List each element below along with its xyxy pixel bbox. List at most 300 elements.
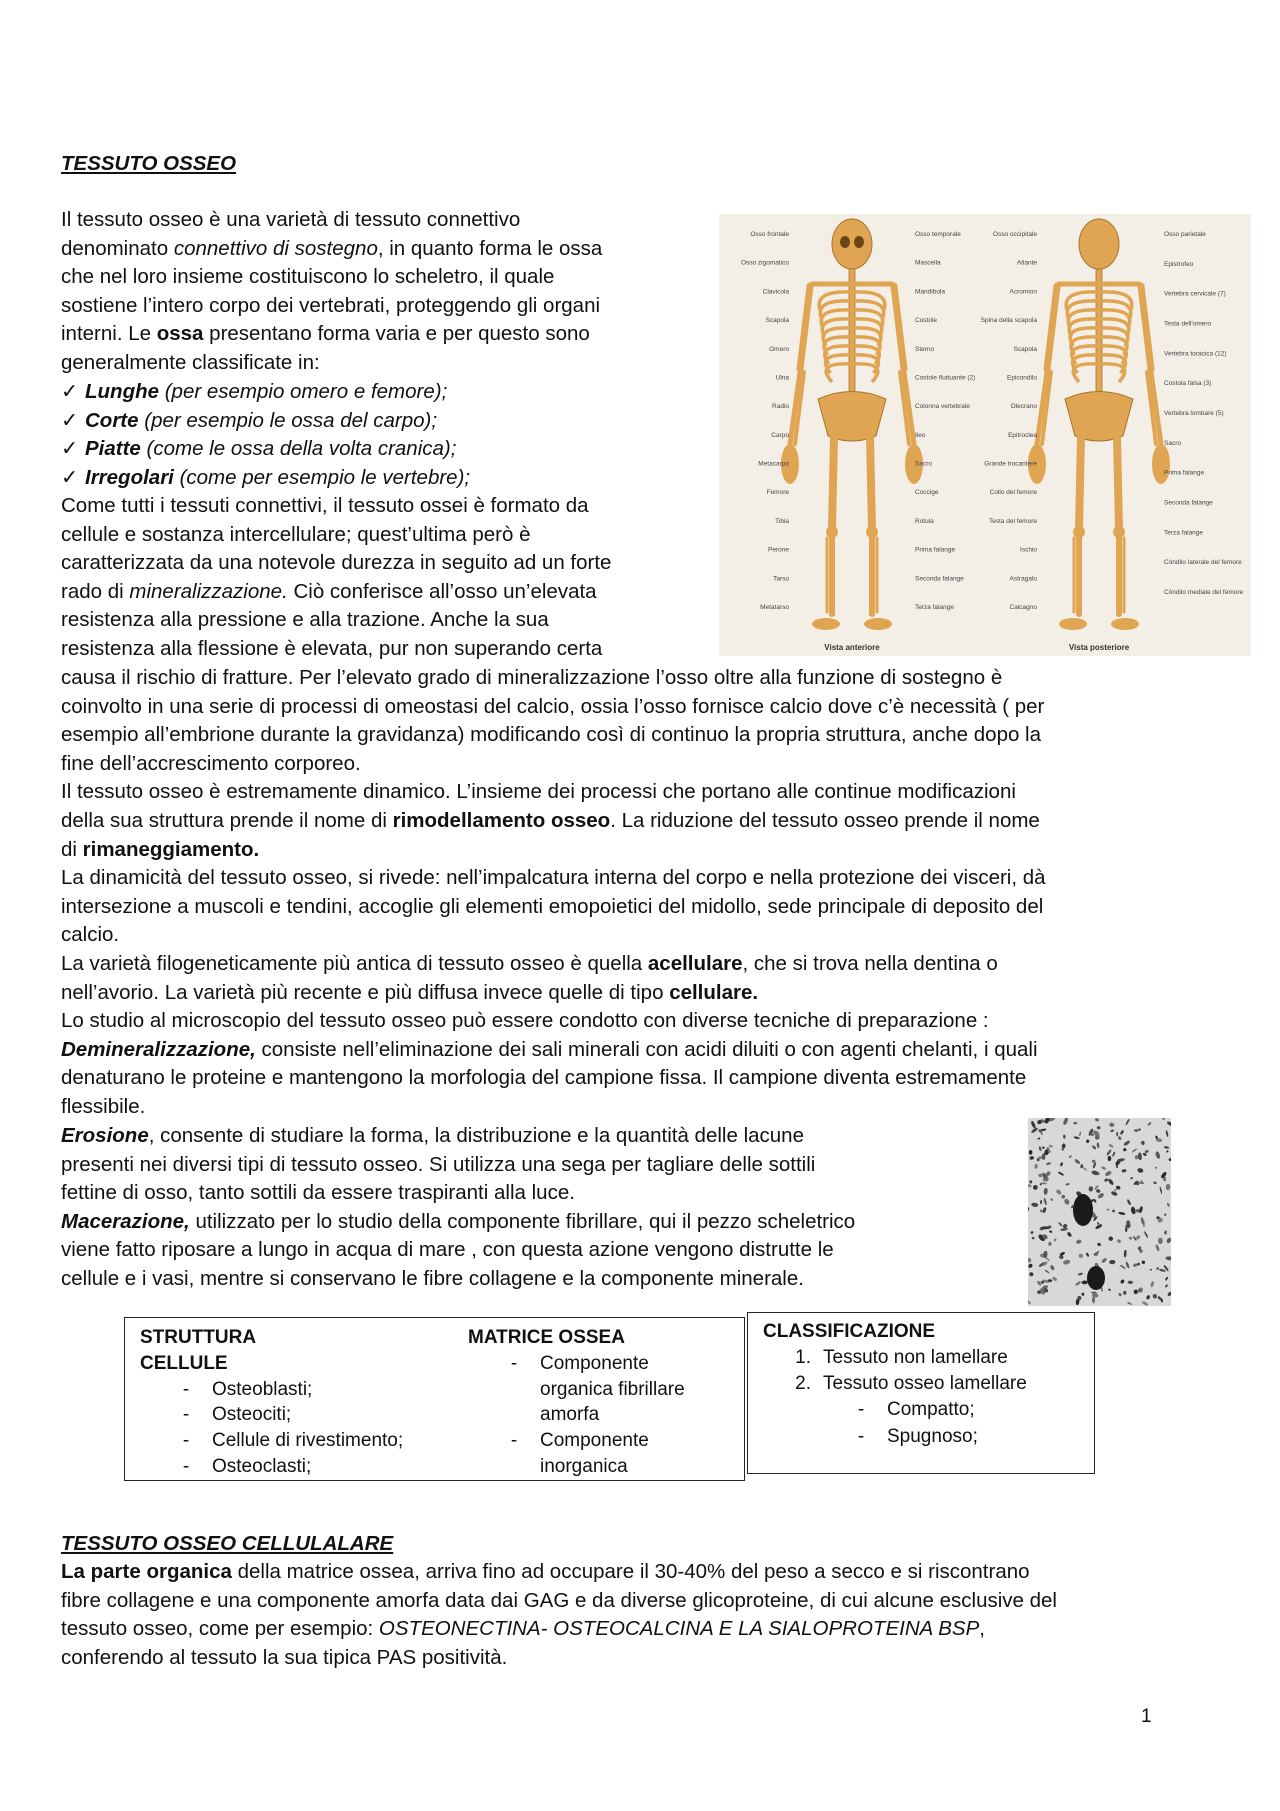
text-run: esempio all’embrione durante la gravidanza) modificando così di continuo la propria struttura, anche dopo la — [61, 723, 1042, 747]
text-line — [61, 1208, 855, 1237]
label-back-left: Testa del femore — [988, 517, 1037, 525]
text-run: Erosione — [61, 1124, 149, 1147]
lacuna-mark — [1116, 1132, 1118, 1137]
text-run: presentano forma varia e per questo sono — [203, 322, 590, 346]
lacuna-mark — [1165, 1276, 1169, 1281]
label-front-left: Clavicola — [762, 288, 789, 296]
foot — [812, 618, 840, 630]
lacuna-mark — [1038, 1146, 1042, 1151]
table-structure — [124, 1317, 459, 1481]
lacuna-mark — [1109, 1122, 1115, 1127]
lacuna-mark — [1097, 1222, 1100, 1225]
classification-numbered-item: 2. Tessuto osseo lamellare — [763, 1371, 1027, 1397]
text-line — [61, 1615, 1057, 1644]
femur — [1117, 436, 1119, 529]
lacuna-mark — [1107, 1178, 1114, 1186]
label-front-left: Ulna — [775, 374, 789, 382]
text-line — [61, 664, 1046, 693]
osteon-canal — [1087, 1266, 1105, 1290]
label-front-left: Omero — [769, 345, 789, 353]
matrix-item-line: - Componente — [468, 1428, 685, 1454]
label-back-left: Spina della scapola — [980, 317, 1037, 325]
lacuna-mark — [1086, 1139, 1090, 1143]
lacuna-mark — [1116, 1239, 1121, 1244]
text-line — [61, 549, 611, 578]
text-run: della sua struttura prende il nome di — [61, 808, 393, 832]
lacuna-mark — [1097, 1192, 1105, 1199]
text-line — [61, 320, 602, 349]
label-front-left: Osso frontale — [750, 231, 789, 238]
lacuna-mark — [1138, 1206, 1143, 1214]
text-line — [61, 921, 1046, 950]
label-back-right: Vertebra lombare (5) — [1164, 410, 1224, 417]
label-back-right: Còndilo laterale del femore — [1164, 559, 1242, 567]
list-number: 1. — [795, 1346, 811, 1368]
lacuna-mark — [1104, 1170, 1112, 1177]
matrix-item-line: inorganica — [540, 1455, 628, 1477]
text-run: denominato — [61, 236, 174, 260]
lacuna-mark — [1131, 1148, 1137, 1153]
text-run: OSTEONECTINA- OSTEOCALCINA E LA SIALOPROTEINA BSP — [378, 1617, 980, 1641]
lacuna-mark — [1093, 1199, 1097, 1204]
label-front-right: Costole — [915, 317, 938, 325]
lacuna-mark — [1166, 1121, 1171, 1127]
lacuna-mark — [1165, 1184, 1170, 1191]
lacuna-mark — [1078, 1253, 1084, 1259]
lacuna-mark — [1138, 1128, 1141, 1131]
classification-numbered-item: 1. Tessuto non lamellare — [763, 1345, 1027, 1371]
label-back-left: Astragalo — [1009, 575, 1037, 583]
lacuna-mark — [1049, 1144, 1054, 1148]
text-line — [61, 807, 1046, 836]
lacuna-mark — [1155, 1166, 1158, 1169]
text-run: , — [979, 1617, 985, 1641]
lacuna-mark — [1127, 1301, 1132, 1305]
text-run: generalmente classificate in: — [61, 350, 320, 374]
text-run: acellulare — [647, 951, 743, 975]
lacuna-mark — [1114, 1189, 1117, 1192]
lacuna-mark — [1123, 1147, 1128, 1151]
text-run: Lo studio al microscopio del tessuto osseo può essere condotto con diverse tecniche di preparazione : — [61, 1009, 989, 1033]
text-run: fine dell’accrescimento corporeo. — [61, 751, 361, 775]
lacuna-mark — [1088, 1186, 1093, 1192]
text-line — [61, 693, 1046, 722]
label-back-left: Osso occipitale — [992, 231, 1037, 238]
label-back-right: Vertebra toracica (12) — [1164, 350, 1227, 358]
lacuna-mark — [1162, 1118, 1167, 1120]
text-line — [61, 1558, 1057, 1587]
lacuna-mark — [1028, 1257, 1032, 1263]
foot — [1111, 618, 1139, 630]
lacuna-mark — [1063, 1134, 1066, 1138]
lacuna-mark — [1078, 1272, 1083, 1276]
text-run: di — [61, 837, 83, 861]
table-classification — [747, 1312, 1095, 1474]
lacuna-mark — [1058, 1222, 1063, 1227]
hand — [1152, 444, 1170, 484]
lacuna-mark — [1108, 1143, 1114, 1148]
lacuna-mark — [1118, 1211, 1126, 1215]
lacuna-mark — [1108, 1288, 1111, 1291]
lacuna-mark — [1052, 1276, 1058, 1282]
text-line — [61, 263, 602, 292]
label-back-left: Epitroclea — [1008, 431, 1037, 439]
text-line — [61, 1151, 855, 1180]
matrix-item-line: organica fibrillare — [540, 1378, 685, 1400]
document-title: TESSUTO OSSEO — [61, 152, 237, 175]
text-run: intersezione a muscoli e tendini, accoglie gli elementi emopoietici del midollo, sede principale di deposito del — [61, 894, 1044, 918]
lacuna-mark — [1142, 1261, 1146, 1264]
text-line — [61, 979, 1046, 1008]
spine — [849, 269, 855, 399]
page-number: 1 — [1141, 1706, 1152, 1727]
lacuna-mark — [1120, 1279, 1125, 1284]
text-run: . La riduzione del tessuto osseo prende il nome — [610, 808, 1040, 832]
classification-term: Piatte — [85, 437, 141, 461]
text-run: resistenza alla flessione è elevata, pur non superando certa — [61, 636, 603, 660]
text-line — [61, 578, 611, 607]
lacuna-mark — [1075, 1281, 1082, 1287]
text-line — [61, 1236, 855, 1265]
text-line — [61, 1644, 1057, 1673]
label-front-left: Tarso — [773, 575, 789, 583]
lacuna-mark — [1073, 1122, 1077, 1125]
text-run: Il tessuto osseo è una varietà di tessuto connettivo — [61, 208, 521, 231]
lacuna-mark — [1168, 1157, 1171, 1161]
text-line — [61, 1587, 1057, 1616]
skull-icon — [832, 219, 872, 269]
cell-type-item: - Osteoblasti; — [140, 1377, 403, 1403]
body-paragraph-narrow — [61, 492, 611, 664]
classification-note: (per esempio omero e femore); — [159, 380, 448, 403]
lacuna-mark — [1101, 1166, 1107, 1170]
lacuna-mark — [1031, 1202, 1038, 1207]
lacuna-mark — [1092, 1162, 1097, 1169]
label-back-right: Epistrofeo — [1164, 260, 1194, 268]
label-front-right: Prima falange — [915, 546, 956, 554]
lacuna-mark — [1050, 1264, 1056, 1270]
lacuna-mark — [1063, 1259, 1071, 1265]
lacuna-mark — [1109, 1260, 1116, 1265]
pelvis — [1065, 392, 1133, 442]
label-back-left: Epicondilo — [1007, 374, 1037, 382]
label-back-left: Atlante — [1016, 259, 1037, 267]
lacuna-mark — [1159, 1186, 1162, 1194]
text-line — [61, 292, 602, 321]
lacuna-mark — [1092, 1145, 1097, 1150]
lacuna-mark — [1060, 1162, 1064, 1167]
lacuna-mark — [1123, 1140, 1131, 1147]
pelvis — [818, 392, 886, 442]
classification-term: Irregolari — [85, 465, 174, 489]
text-line — [61, 1007, 1046, 1036]
text-line — [61, 492, 611, 521]
label-front-left: Osso zigomatico — [740, 259, 789, 267]
lacuna-mark — [1043, 1251, 1048, 1259]
classification-sub-item: - Compatto; — [763, 1397, 1027, 1423]
lacuna-mark — [1028, 1207, 1030, 1212]
lacuna-mark — [1130, 1177, 1134, 1180]
lacuna-mark — [1147, 1121, 1152, 1126]
classification-item — [61, 464, 470, 493]
lacuna-mark — [1110, 1129, 1114, 1133]
cell-type-item: - Osteociti; — [140, 1402, 403, 1428]
body-paragraph-techniques — [61, 1122, 855, 1294]
classification-note: (come le ossa della volta cranica); — [140, 437, 457, 461]
lacuna-mark — [1040, 1200, 1042, 1204]
text-run: rimaneggiamento. — [82, 837, 260, 861]
text-run: La parte organica — [61, 1560, 232, 1583]
text-line — [61, 864, 1046, 893]
text-run: mineralizzazione. — [129, 579, 288, 603]
text-run: Come tutti i tessuti connettivi, il tessuto ossei è formato da — [61, 494, 589, 517]
table-heading-matrix: MATRICE OSSEA — [468, 1327, 625, 1348]
lacuna-mark — [1115, 1185, 1121, 1190]
lacuna-mark — [1158, 1238, 1163, 1245]
classification-note: (come per esempio le vertebre); — [173, 465, 471, 489]
humerus — [1047, 286, 1057, 369]
osteon-canal — [1073, 1194, 1093, 1226]
lacuna-mark — [1065, 1183, 1069, 1186]
lacuna-mark — [1028, 1299, 1031, 1305]
text-line — [61, 635, 611, 664]
classification-note: (per esempio le ossa del carpo); — [138, 408, 438, 432]
micrograph-svg — [1028, 1118, 1171, 1306]
label-front-right: Sterno — [915, 345, 935, 353]
lacuna-mark — [1137, 1167, 1144, 1173]
lacuna-mark — [1107, 1156, 1111, 1162]
text-line — [61, 836, 1046, 865]
label-front-right: Rotula — [915, 517, 934, 525]
lacuna-mark — [1108, 1236, 1114, 1242]
label-front-right: Sacro — [915, 460, 932, 468]
label-front-left: Tibia — [775, 517, 789, 525]
text-run: , consente di studiare la forma, la distribuzione e la quantità delle lacune — [148, 1124, 804, 1147]
label-front-left: Metacarpo — [758, 460, 789, 468]
text-run: fettine di osso, tanto sottili da essere traspiranti alla luce. — [61, 1181, 575, 1205]
text-run: conferendo al tessuto la sua tipica PAS positività. — [61, 1645, 508, 1669]
text-run: cellule e sostanza intercellulare; quest’ultima però è — [61, 522, 531, 546]
lacuna-mark — [1036, 1280, 1042, 1286]
dash-bullet: - — [182, 1404, 190, 1426]
body-paragraph-wide — [61, 664, 1046, 1122]
classification-term: Corte — [85, 408, 139, 432]
label-back-left: Scapola — [1013, 345, 1037, 353]
lacuna-mark — [1063, 1198, 1070, 1206]
dash-bullet: - — [857, 1426, 865, 1448]
dash-bullet: - — [182, 1378, 190, 1400]
eye-socket — [854, 236, 864, 248]
text-run: viene fatto riposare a lungo in acqua di mare , con questa azione vengono distrutte le — [61, 1238, 834, 1262]
lacuna-mark — [1110, 1190, 1117, 1196]
text-run: connettivo di sostegno — [173, 236, 378, 260]
lacuna-mark — [1101, 1257, 1108, 1263]
lacuna-mark — [1050, 1198, 1054, 1202]
table-heading-cells: CELLULE — [140, 1352, 228, 1374]
lacuna-mark — [1043, 1188, 1048, 1195]
classification-list — [61, 378, 470, 492]
text-line — [61, 235, 602, 264]
label-back-left: Acromion — [1009, 288, 1037, 296]
lacuna-mark — [1030, 1120, 1036, 1129]
lacuna-mark — [1029, 1156, 1034, 1160]
text-run: La dinamicità del tessuto osseo, si rivede: nell’impalcatura interna del corpo e nella protezione dei visceri, dà — [61, 866, 1046, 890]
lacuna-mark — [1128, 1280, 1134, 1284]
text-line — [61, 1064, 1046, 1093]
list-number: 2. — [795, 1372, 811, 1394]
text-line — [61, 1122, 855, 1151]
lacuna-mark — [1128, 1236, 1132, 1240]
lacuna-mark — [1029, 1180, 1032, 1184]
text-run: tessuto osseo, come per esempio: — [61, 1617, 379, 1641]
label-back-right: Vertebra cervicale (7) — [1164, 290, 1226, 298]
lacuna-mark — [1146, 1295, 1151, 1300]
label-front-right: Colonna vertebrale — [915, 403, 970, 411]
lacuna-mark — [1037, 1137, 1041, 1140]
femur — [870, 436, 872, 529]
text-run: Demineralizzazione, — [61, 1037, 256, 1061]
label-back-right: Seconda falange — [1164, 499, 1213, 507]
label-back-right: Terza falange — [1164, 529, 1204, 537]
lacuna-mark — [1125, 1228, 1127, 1232]
lacuna-mark — [1125, 1118, 1130, 1125]
label-front-left: Carpo — [771, 431, 789, 439]
skull-icon — [1079, 219, 1119, 269]
text-line — [61, 521, 611, 550]
text-run: utilizzato per lo studio della componente fibrillare, qui il pezzo scheletrico — [189, 1209, 856, 1233]
lacuna-mark — [1123, 1291, 1126, 1295]
lacuna-mark — [1153, 1181, 1157, 1184]
dash-bullet: - — [182, 1455, 190, 1477]
lacuna-mark — [1032, 1184, 1038, 1190]
text-run: fibre collagene e una componente amorfa data dai GAG e da diverse glicoproteine, di cui alcune esclusive del — [61, 1588, 1057, 1612]
lacuna-mark — [1166, 1150, 1169, 1153]
lacuna-mark — [1046, 1257, 1050, 1261]
dash-bullet: - — [510, 1352, 518, 1374]
bone-micrograph-image — [1028, 1118, 1171, 1306]
text-run: consiste nell’eliminazione dei sali minerali con acidi diluiti o con agenti chelanti, i quali — [255, 1037, 1038, 1061]
lacuna-mark — [1150, 1281, 1155, 1288]
label-back-left: Olecrano — [1010, 403, 1037, 411]
lacuna-mark — [1091, 1292, 1097, 1294]
lacuna-mark — [1029, 1272, 1034, 1277]
lacuna-mark — [1164, 1146, 1170, 1149]
text-run: , che si trova nella dentina o — [742, 951, 998, 975]
lacuna-mark — [1042, 1146, 1045, 1149]
lacuna-mark — [1046, 1162, 1052, 1166]
lacuna-mark — [1062, 1143, 1066, 1148]
checkmark-icon: ✓ — [61, 465, 79, 489]
label-front-left: Radio — [772, 403, 789, 411]
lacuna-mark — [1118, 1136, 1122, 1141]
label-back-right: Sacro — [1164, 439, 1181, 447]
lacuna-mark — [1096, 1142, 1099, 1148]
lacuna-mark — [1030, 1231, 1034, 1235]
lacuna-mark — [1061, 1194, 1066, 1199]
lacuna-mark — [1038, 1173, 1043, 1177]
text-run: rimodellamento osseo — [392, 808, 611, 832]
text-line — [61, 950, 1046, 979]
lacuna-mark — [1144, 1149, 1149, 1153]
text-run: , in quanto forma le ossa — [377, 236, 603, 260]
matrix-item-line: amorfa — [540, 1404, 600, 1426]
lacuna-mark — [1150, 1269, 1153, 1271]
text-line — [61, 750, 1046, 779]
lacuna-mark — [1125, 1261, 1130, 1269]
dash-bullet: - — [510, 1430, 518, 1452]
lacuna-mark — [1119, 1264, 1126, 1269]
matrix-item-line: - Componente — [468, 1351, 685, 1377]
text-run: cellule e i vasi, mentre si conservano le fibre collagene e la componente minerale. — [61, 1266, 804, 1290]
lacuna-mark — [1048, 1242, 1052, 1247]
lacuna-mark — [1165, 1256, 1171, 1260]
text-run: coinvolto in una serie di processi di omeostasi del calcio, ossia l’osso fornisce calcio dove c’è necessità ( per — [61, 694, 1045, 718]
lacuna-mark — [1118, 1292, 1122, 1296]
lacuna-mark — [1029, 1150, 1033, 1155]
lacuna-mark — [1106, 1149, 1112, 1156]
classification-item — [61, 407, 470, 436]
label-back-right: Osso parietale — [1164, 231, 1206, 238]
checkmark-icon: ✓ — [61, 380, 79, 403]
classification-term: Lunghe — [85, 380, 160, 403]
text-run: causa il rischio di fratture. Per l’elevato grado di mineralizzazione l’osso oltre alla funzione di sostegno è — [61, 666, 1003, 689]
lacuna-mark — [1106, 1208, 1109, 1210]
lacuna-mark — [1049, 1230, 1053, 1233]
lacuna-mark — [1076, 1239, 1082, 1244]
classification-item — [61, 435, 470, 464]
text-line — [61, 1093, 1046, 1122]
dash-bullet: - — [182, 1430, 190, 1452]
text-line — [61, 893, 1046, 922]
lacuna-mark — [1085, 1252, 1089, 1257]
label-front-right: Mascella — [915, 259, 941, 267]
table-matrix — [456, 1317, 745, 1481]
eye-socket — [840, 236, 850, 248]
lacuna-mark — [1028, 1263, 1033, 1269]
text-run: rado di — [61, 579, 130, 603]
text-run: denaturano le proteine e mantengono la morfologia del campione fissa. Il campione diventa estremamente — [61, 1066, 1027, 1090]
lacuna-mark — [1074, 1158, 1081, 1165]
lacuna-mark — [1097, 1126, 1101, 1130]
text-run: Macerazione, — [61, 1209, 190, 1233]
text-run: Il tessuto osseo è estremamente dinamico. L’insieme dei processi che portano alle continue modificazioni — [61, 780, 1016, 804]
lacuna-mark — [1138, 1152, 1142, 1160]
lacuna-mark — [1134, 1129, 1138, 1132]
lacuna-mark — [1165, 1130, 1169, 1137]
lacuna-mark — [1096, 1189, 1101, 1194]
label-front-left: Femore — [766, 489, 789, 497]
label-front-left: Metatarso — [760, 604, 789, 611]
lacuna-mark — [1166, 1237, 1171, 1244]
label-back-right: Prima falange — [1164, 469, 1205, 477]
text-run: che nel loro insieme costituiscono lo scheletro, il quale — [61, 265, 555, 289]
text-run: Ciò conferisce all’osso un’elevata — [287, 579, 597, 603]
text-line — [61, 778, 1046, 807]
table-heading-structure: STRUTTURA — [140, 1327, 257, 1348]
lacuna-mark — [1120, 1130, 1125, 1135]
lacuna-mark — [1081, 1280, 1088, 1284]
text-line — [61, 1179, 855, 1208]
text-line — [61, 606, 611, 635]
cell-type-item: - Osteoclasti; — [140, 1454, 403, 1480]
lacuna-mark — [1055, 1188, 1062, 1195]
text-run: della matrice ossea, arriva fino ad occupare il 30-40% del peso a secco e si riscontrano — [231, 1560, 1030, 1583]
lacuna-mark — [1028, 1183, 1032, 1187]
label-back-left: Calcagno — [1009, 604, 1037, 611]
lacuna-mark — [1068, 1155, 1072, 1159]
humerus — [1141, 286, 1151, 369]
text-run: calcio. — [61, 923, 120, 947]
